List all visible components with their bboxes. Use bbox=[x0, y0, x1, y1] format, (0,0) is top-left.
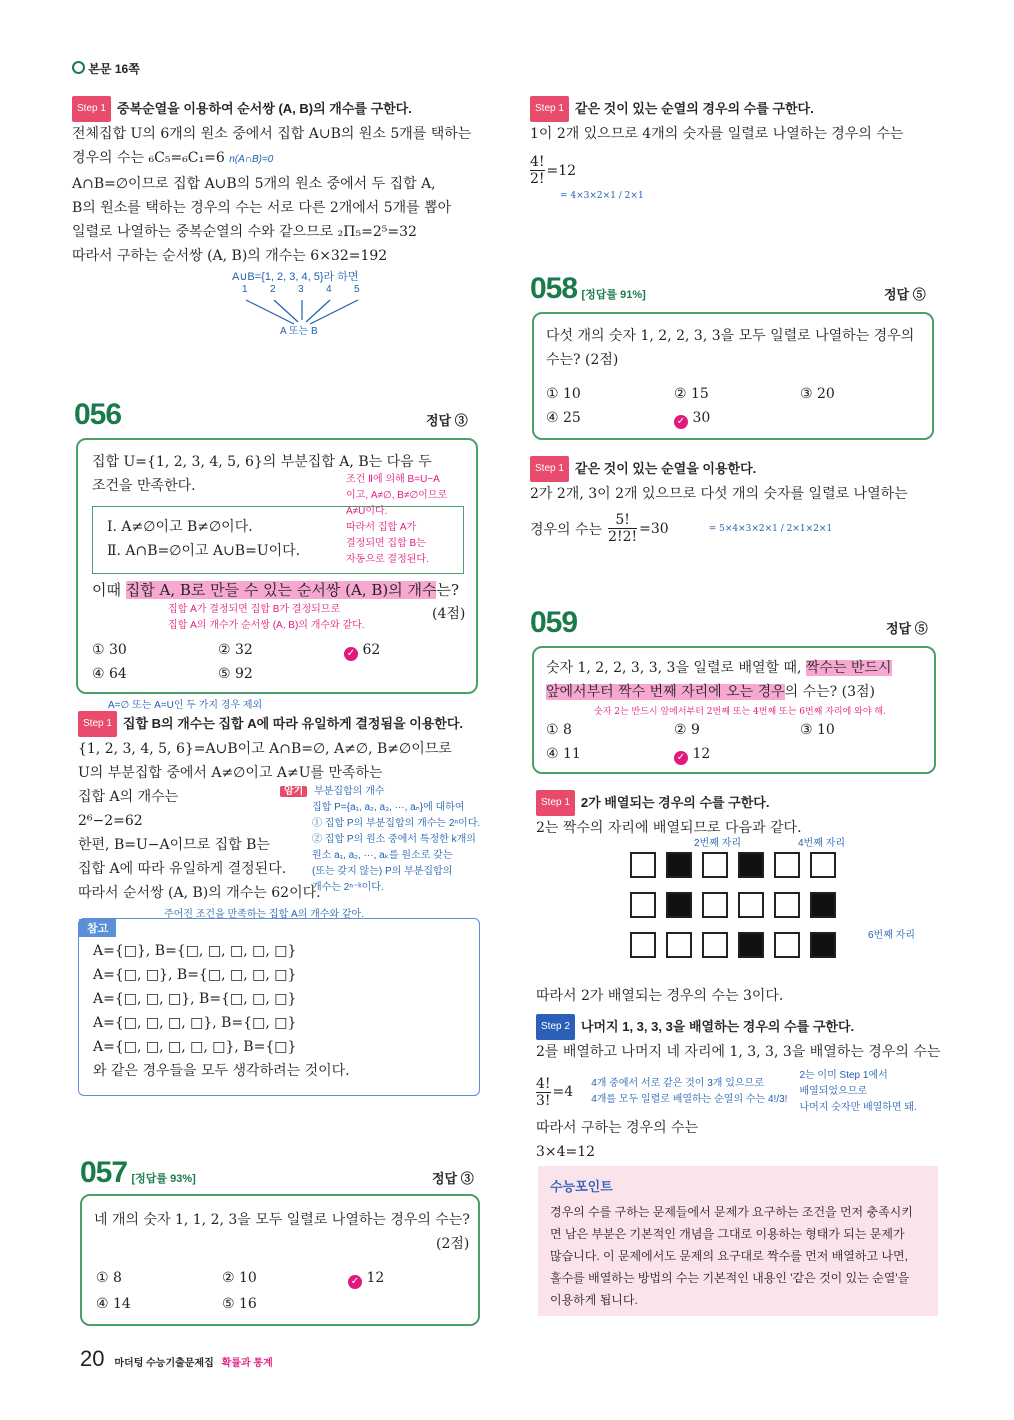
check-icon: ✓ bbox=[348, 1275, 362, 1289]
sol-line: 2가 2개, 3이 2개 있으므로 다섯 개의 숫자를 일렬로 나열하는 bbox=[530, 486, 908, 502]
solution-057 bbox=[530, 96, 950, 201]
grid-cell-empty bbox=[738, 892, 764, 918]
highlight: 집합 A, B로 만들 수 있는 순서쌍 (A, B)의 개수 bbox=[125, 581, 437, 599]
sol-line: 3×4=12 bbox=[536, 1144, 596, 1160]
top-note: A=∅ 또는 A=U인 두 가지 경우 제외 bbox=[108, 700, 263, 711]
choice: ④ 11 bbox=[546, 746, 581, 762]
problem-number: 058 bbox=[530, 272, 578, 305]
question-text: 조건을 만족한다. bbox=[92, 478, 196, 494]
grid-cell-empty bbox=[810, 852, 836, 878]
grid-cell-filled bbox=[738, 852, 764, 878]
grid-cell-empty bbox=[630, 932, 656, 958]
step-badge: Step 1 bbox=[530, 96, 569, 122]
grid-cell-empty bbox=[774, 932, 800, 958]
tree-num: 4 bbox=[326, 284, 332, 295]
problem-number: 056 bbox=[74, 398, 122, 431]
step-title: 같은 것이 있는 순열을 이용한다. bbox=[574, 461, 757, 476]
tree-num: 3 bbox=[298, 284, 304, 295]
grid-cell-empty bbox=[630, 852, 656, 878]
sol-line: 집합 A의 개수는 bbox=[78, 789, 179, 805]
reference-line: 와 같은 경우들을 모두 생각하려는 것이다. bbox=[93, 1063, 350, 1079]
correct-rate: [정답률 91%] bbox=[581, 289, 646, 301]
question-text: 네 개의 숫자 1, 1, 2, 3을 모두 일렬로 나열하는 경우의 수는? bbox=[94, 1212, 470, 1228]
reference-box bbox=[78, 918, 480, 1096]
tree-diagram bbox=[242, 284, 482, 337]
fraction-row: $\frac{4!}{3!}$ =4 4개 중에서 서로 같은 것이 3개 있으므로 4개를 모두 일렬로 배열하는 순열의 수는 4!/3! 2는 이미 Step 1에서 배열되었으므로 나머지 숫자만 배열하면 돼. bbox=[536, 1070, 917, 1113]
choice-correct: ✓ 62 bbox=[344, 638, 380, 662]
choice: ② 10 bbox=[222, 1270, 257, 1286]
sol-line: 2는 짝수의 자리에 배열되므로 다음과 같다. bbox=[536, 820, 802, 836]
fraction: $\frac{4!}{2!}$ =12 bbox=[530, 154, 577, 187]
choice: ⑤ 92 bbox=[218, 666, 253, 682]
label-4th: 4번째 자리 bbox=[798, 838, 845, 849]
sol-line: 2⁶−2=62 bbox=[78, 813, 143, 829]
question-note: 숫자 2는 반드시 앞에서부터 2번째 또는 4번째 또는 6번째 자리에 와야 해. bbox=[594, 707, 886, 717]
solution-059-b bbox=[536, 984, 956, 1164]
choice: ① 30 bbox=[92, 642, 127, 658]
circle-icon bbox=[72, 61, 85, 74]
sol-line: B의 원소를 택하는 경우의 수는 서로 다른 2개에서 5개를 뽑아 bbox=[72, 200, 452, 216]
choice: ④ 64 bbox=[92, 666, 127, 682]
problem-box-059 bbox=[532, 646, 936, 774]
grid-cell-empty bbox=[774, 892, 800, 918]
memo-tag: 암기 bbox=[280, 786, 307, 797]
reference-line: A={□, □, □}, B={□, □, □} bbox=[93, 991, 297, 1007]
tree-num: 5 bbox=[354, 284, 360, 295]
grid-cell-empty bbox=[702, 892, 728, 918]
reference-line: A={□, □, □, □}, B={□, □} bbox=[93, 1015, 297, 1031]
grid-cell-empty bbox=[666, 932, 692, 958]
step-badge: Step 1 bbox=[72, 96, 111, 122]
step-badge: Step 2 bbox=[536, 1014, 575, 1040]
choice: ④ 25 bbox=[546, 410, 581, 426]
suneung-point-box bbox=[538, 1166, 938, 1316]
step-badge: Step 1 bbox=[530, 456, 569, 482]
problem-box-056 bbox=[76, 438, 478, 694]
sol-line: U의 부분집합 중에서 A≠∅이고 A≠U를 만족하는 bbox=[78, 765, 383, 781]
problem-header-058 bbox=[530, 272, 646, 306]
expand-note: = 4×3×2×1 / 2×1 bbox=[560, 191, 644, 201]
footer bbox=[80, 1346, 273, 1372]
question-text: 앞에서부터 짝수 번째 자리에 오는 경우의 수는? (3점) bbox=[546, 684, 875, 700]
condition-1: Ⅰ. A≠∅이고 B≠∅이다. bbox=[107, 519, 253, 535]
expand-note: = 5×4×3×2×1 / 2×1×2×1 bbox=[708, 523, 833, 534]
page-reference: 본문 16쪽 bbox=[72, 60, 140, 77]
union-note: A∪B={1, 2, 3, 4, 5}라 하면 bbox=[232, 271, 359, 283]
question-text: 다섯 개의 숫자 1, 2, 2, 3, 3을 모두 일렬로 나열하는 경우의 bbox=[546, 328, 915, 344]
problem-box-057 bbox=[80, 1194, 480, 1326]
answer-label: 정답 ③ bbox=[426, 413, 468, 428]
question-text: 수는? (2점) bbox=[546, 352, 619, 368]
reference-line: A={□, □, □, □, □}, B={□} bbox=[93, 1039, 297, 1055]
question-main: 이때 집합 A, B로 만들 수 있는 순서쌍 (A, B)의 개수는? bbox=[92, 581, 460, 599]
sol-line: 따라서 구하는 경우의 수는 bbox=[536, 1120, 699, 1136]
answer-label: 정답 ⑤ bbox=[886, 621, 928, 636]
label-6th: 6번째 자리 bbox=[868, 930, 915, 941]
answer-label: 정답 ③ bbox=[432, 1171, 474, 1186]
condition-box bbox=[92, 506, 464, 574]
side-note: 조건 Ⅱ에 의해 B=U−A 이고, A≠∅, B≠∅이므로 A≠U이다. 따라서 집합 A가 결정되면 집합 B는 자동으로 결정된다. bbox=[346, 474, 448, 565]
sol-note: n(A∩B)=0 bbox=[229, 154, 274, 165]
subject-title: 확률과 통계 bbox=[221, 1358, 273, 1369]
grid-cell-empty bbox=[702, 852, 728, 878]
problem-header-057 bbox=[80, 1156, 196, 1190]
step-title: 나머지 1, 3, 3, 3을 배열하는 경우의 수를 구한다. bbox=[580, 1019, 855, 1034]
reference-line: A={□}, B={□, □, □, □, □} bbox=[93, 943, 297, 959]
check-icon: ✓ bbox=[674, 415, 688, 429]
grid-cell-filled bbox=[738, 932, 764, 958]
solution-058 bbox=[530, 456, 950, 545]
problem-number: 057 bbox=[80, 1156, 128, 1189]
check-icon: ✓ bbox=[344, 647, 358, 661]
tree-num: 2 bbox=[270, 284, 276, 295]
grid-cell-empty bbox=[630, 892, 656, 918]
points: (4점) bbox=[432, 606, 466, 622]
choice: ② 9 bbox=[674, 722, 700, 738]
sol-line: 일렬로 나열하는 중복순열의 수와 같으므로 ₂Π₅=2⁵=32 bbox=[72, 224, 417, 240]
book-title: 마더텅 수능기출문제집 bbox=[114, 1358, 214, 1369]
step-title: 같은 것이 있는 순열의 경우의 수를 구한다. bbox=[574, 101, 814, 116]
choice: ③ 20 bbox=[800, 386, 835, 402]
solution-055 bbox=[72, 96, 482, 337]
grid-cell-filled bbox=[810, 932, 836, 958]
choice: ② 32 bbox=[218, 642, 253, 658]
memo-box: 암기 부분집합의 개수 집합 P={a₁, a₂, a₃, ···, aₙ}에 대하여 ① 집합 P의 부분집합의 개수는 2ⁿ이다. ② 집합 P의 원소 중에서 특정한 k개의 원소 a₁, a₂, ···, aₖ를 원소로 갖는 (또는 갖지 않는) P의 부분집합의 개수는 2ⁿ⁻ᵏ이다. bbox=[280, 784, 490, 896]
sol-line: 1이 2개 있으므로 4개의 숫자를 일렬로 나열하는 경우의 수는 bbox=[530, 126, 904, 142]
choice-correct: ✓ 12 bbox=[674, 742, 710, 766]
problem-box-058 bbox=[532, 312, 934, 440]
grid-cell-empty bbox=[774, 852, 800, 878]
sol-line: 경우의 수는 ₆C₅=₆C₁=6 bbox=[72, 150, 225, 166]
choice-correct: ✓ 12 bbox=[348, 1266, 384, 1290]
question-text: 집합 U={1, 2, 3, 4, 5, 6}의 부분집합 A, B는 다음 두 bbox=[92, 454, 432, 470]
sol-line: 한편, B=U−A이므로 집합 B는 bbox=[78, 837, 270, 853]
arrangement-grid bbox=[630, 852, 850, 972]
under-note: 집합 A가 결정되면 집합 B가 결정되므로 집합 A의 개수가 순서쌍 (A, B)의 개수와 같다. bbox=[168, 604, 365, 631]
choice: ⑤ 16 bbox=[222, 1296, 257, 1312]
sol-line: 집합 A에 따라 유일하게 결정된다. bbox=[78, 861, 287, 877]
check-icon: ✓ bbox=[674, 751, 688, 765]
sol-line: A∩B=∅이므로 집합 A∪B의 5개의 원소 중에서 두 집합 A, bbox=[72, 176, 436, 192]
reference-tag: 참고 bbox=[79, 919, 116, 937]
grid-cell-filled bbox=[666, 852, 692, 878]
choice: ④ 14 bbox=[96, 1296, 131, 1312]
sol-line: {1, 2, 3, 4, 5, 6}=A∪B이고 A∩B=∅, A≠∅, B≠∅이므로 bbox=[78, 741, 452, 757]
sol-line: 2를 배열하고 나머지 네 자리에 1, 3, 3, 3을 배열하는 경우의 수는 bbox=[536, 1044, 941, 1060]
grid-cell-filled bbox=[810, 892, 836, 918]
solution-059 bbox=[536, 790, 956, 840]
page-number: 20 bbox=[80, 1346, 105, 1371]
reference-line: A={□, □}, B={□, □, □, □} bbox=[93, 967, 297, 983]
step-badge: Step 1 bbox=[78, 711, 117, 737]
choice: ① 8 bbox=[96, 1270, 122, 1286]
bottom-note: 주어진 조건을 만족하는 집합 A의 개수와 같아. bbox=[164, 909, 364, 920]
problem-number: 059 bbox=[530, 606, 578, 639]
point-body: 경우의 수를 구하는 문제들에서 문제가 요구하는 조건을 먼저 충족시키 면 남은 부분은 기본적인 개념을 그대로 이용하는 형태가 되는 문제가 많습니다. 이 문제에서도 문제의 요구대로 짝수를 먼저 배열하고 나면, 홀수를 배열하는 방법의 수는 기본적인 내용인 '같은 것이 있는 순열'을 이용하게 됩니다. bbox=[550, 1205, 913, 1307]
question-text: 숫자 1, 2, 2, 3, 3, 3을 일렬로 배열할 때, 짝수는 반드시 bbox=[546, 660, 892, 676]
grid-cell-empty bbox=[702, 932, 728, 958]
step-title: 중복순열을 이용하여 순서쌍 (A, B)의 개수를 구한다. bbox=[116, 101, 412, 116]
points: (2점) bbox=[436, 1236, 470, 1252]
correct-rate: [정답률 93%] bbox=[131, 1173, 196, 1185]
choice: ① 10 bbox=[546, 386, 581, 402]
choice-correct: ✓ 30 bbox=[674, 406, 710, 430]
tree-label: A 또는 B bbox=[280, 326, 318, 337]
choice: ③ 10 bbox=[800, 722, 835, 738]
step-title: 2가 배열되는 경우의 수를 구한다. bbox=[580, 795, 770, 810]
sol-line: 따라서 순서쌍 (A, B)의 개수는 62이다. bbox=[78, 885, 321, 901]
grid-cell-filled bbox=[666, 892, 692, 918]
answer-label: 정답 ⑤ bbox=[884, 287, 926, 302]
step-title: 집합 B의 개수는 집합 A에 따라 유일하게 결정됨을 이용한다. bbox=[122, 716, 464, 731]
fraction-row: 경우의 수는 $\frac{5!}{2!2!}$ =30 = 5×4×3×2×1 / 2×1×2×1 bbox=[530, 512, 833, 545]
sol-line: 전체집합 U의 6개의 원소 중에서 집합 A∪B의 원소 5개를 택하는 bbox=[72, 126, 472, 142]
choice: ② 15 bbox=[674, 386, 709, 402]
choice: ① 8 bbox=[546, 722, 572, 738]
sol-line: 따라서 2가 배열되는 경우의 수는 3이다. bbox=[536, 988, 784, 1004]
tree-num: 1 bbox=[242, 284, 248, 295]
step-badge: Step 1 bbox=[536, 790, 575, 816]
condition-2: Ⅱ. A∩B=∅이고 A∪B=U이다. bbox=[107, 543, 301, 559]
point-title: 수능포인트 bbox=[550, 1179, 613, 1194]
sol-line: 따라서 구하는 순서쌍 (A, B)의 개수는 6×32=192 bbox=[72, 248, 388, 264]
label-2nd: 2번째 자리 bbox=[694, 838, 741, 849]
